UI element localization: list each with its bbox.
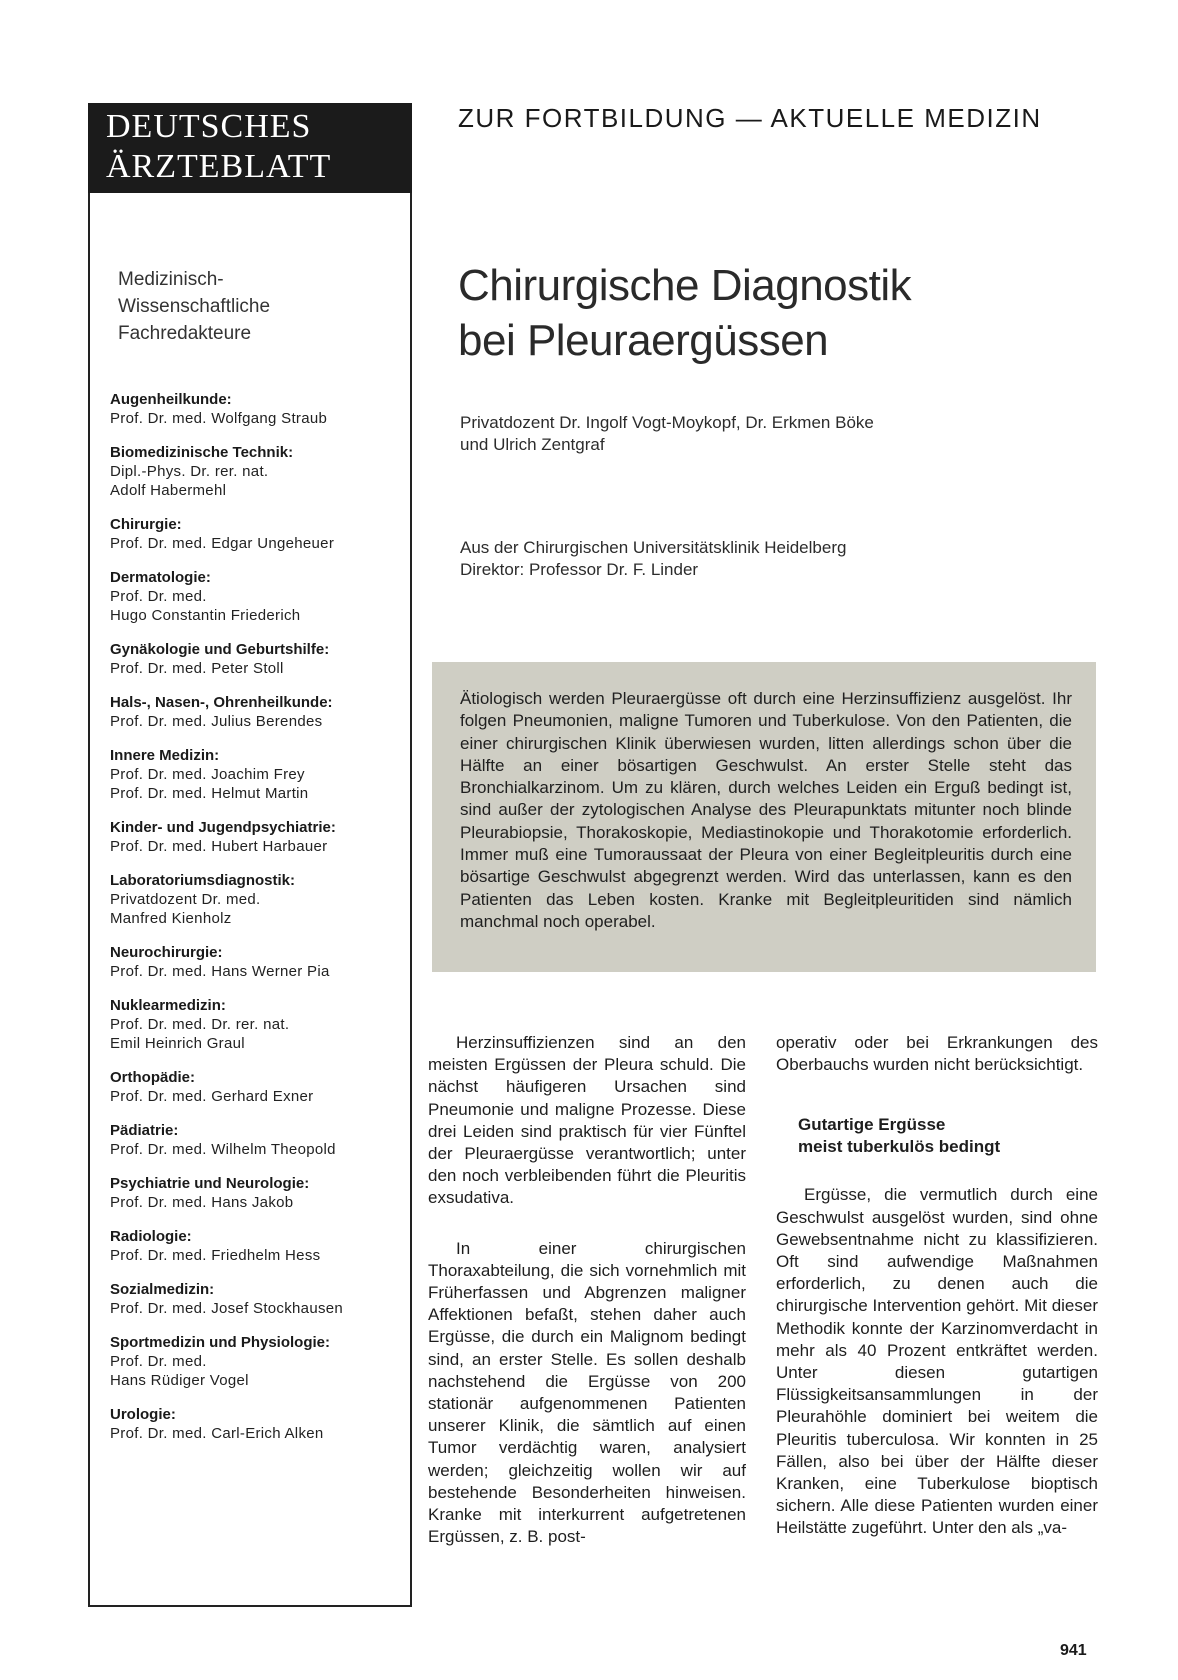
editor-entry — [110, 1121, 400, 1159]
article-authors — [460, 412, 1060, 456]
editor-name: Prof. Dr. med. Friedhelm Hess — [110, 1247, 321, 1264]
editor-name: Emil Heinrich Graul — [110, 1035, 245, 1052]
editor-entry — [110, 568, 400, 625]
editor-entry — [110, 1280, 400, 1318]
journal-masthead — [88, 103, 412, 193]
editor-name: Prof. Dr. med. Dr. rer. nat. — [110, 1016, 290, 1033]
editor-subject: Hals-, Nasen-, Ohrenheilkunde: — [110, 694, 333, 711]
article-title-line: bei Pleuraergüssen — [458, 316, 829, 365]
editor-name: Adolf Habermehl — [110, 482, 227, 499]
editor-name: Prof. Dr. med. Edgar Ungeheuer — [110, 535, 335, 552]
body-column-2 — [776, 1032, 1098, 1540]
editor-entry — [110, 1174, 400, 1212]
sidebar-heading-line: Fachredakteure — [118, 323, 252, 344]
body-paragraph: operativ oder bei Erkrankungen des Oberbauchs wurden nicht berücksichtigt. — [776, 1033, 1098, 1075]
body-paragraph: Herzinsuffizienzen sind an den meisten Ergüssen der Pleura schuld. Die nächst häufigeren Ursachen sind Pneumonie und maligne Prozesse. Diese drei Leiden sind praktisch für vier Fünftel der Pleuraergüsse verantwortlich; unter den noch verbleibenden führt die Pleuritis exsudativa. — [428, 1033, 746, 1208]
article-title-line: Chirurgische Diagnostik — [458, 261, 912, 310]
editor-name: Prof. Dr. med. — [110, 1353, 207, 1370]
editor-entry — [110, 443, 400, 500]
editor-subject: Neurochirurgie: — [110, 944, 223, 961]
editor-name: Dipl.-Phys. Dr. rer. nat. — [110, 463, 269, 480]
body-paragraph: Ergüsse, die vermutlich durch eine Geschwulst ausgelöst wurden, sind ohne Gewebsentnahme nicht zu klassifizieren. Oft sind aufwendige Maßnahmen erforderlich, zu denen auch die chirurgische Intervention gehört. Mit dieser Methodik konnte der Karzinomverdacht in mehr als 40 Prozent entkräftet werden. Unter diesen gutartigen Flüssigkeitsansammlungen in der Pleurahöhle dominiert bei weitem die Pleuritis tuberculosa. Wir konnten in 25 Fällen, also bei über der Hälfte dieser Kranken, eine Tuberkulose bioptisch sichern. Alle diese Patienten wurden einer Heilstätte zugeführt. Unter den als „va- — [776, 1185, 1098, 1538]
abstract-text: Ätiologisch werden Pleuraergüsse oft durch eine Herzinsuffizienz ausgelöst. Ihr folgen Pneumonien, maligne Tumoren und Tuberkulose. Von den Patienten, die einer chirurgischen Klinik überwiesen wurden, litten allerdings schon über die Hälfte an einer bösartigen Geschwulst. An erster Stelle steht das Bronchialkarzinom. Um zu klären, durch welches Leiden ein Erguß bedingt ist, sind außer der zytologischen Analyse des Pleurapunktats mitunter noch blinde Pleurabiopsie, Thorakoskopie, Mediastinokopie und Thorakotomie erforderlich. Immer muß eine Tumoraussaat der Pleura von einer Begleitpleuritis durch eine bösartige Geschwulst abgegrenzt werden. Wird das unterlassen, kann es den Patienten das Leben kosten. Kranke mit Begleitpleuritiden sind nämlich manchmal noch operabel. — [460, 689, 1072, 931]
editor-subject: Laboratoriumsdiagnostik: — [110, 872, 296, 889]
editor-entry — [110, 390, 400, 428]
editor-name: Prof. Dr. med. Hans Werner Pia — [110, 963, 330, 980]
editor-name: Hans Rüdiger Vogel — [110, 1372, 249, 1389]
editor-name: Prof. Dr. med. Julius Berendes — [110, 713, 323, 730]
editor-subject: Augenheilkunde: — [110, 391, 232, 408]
section-header: ZUR FORTBILDUNG — AKTUELLE MEDIZIN — [458, 103, 1042, 133]
sidebar-heading-line: Wissenschaftliche — [118, 296, 271, 317]
editor-name: Privatdozent Dr. med. — [110, 891, 261, 908]
editor-subject: Urologie: — [110, 1406, 176, 1423]
editor-name: Manfred Kienholz — [110, 910, 232, 927]
editor-entry — [110, 1333, 400, 1390]
editor-name: Prof. Dr. med. — [110, 588, 207, 605]
editor-name: Prof. Dr. med. Peter Stoll — [110, 660, 284, 677]
editor-name: Prof. Dr. med. Helmut Martin — [110, 785, 309, 802]
editor-subject: Gynäkologie und Geburtshilfe: — [110, 641, 330, 658]
editor-subject: Biomedizinische Technik: — [110, 444, 294, 461]
sidebar-heading — [118, 266, 398, 347]
editor-name: Prof. Dr. med. Wilhelm Theopold — [110, 1141, 336, 1158]
editor-name: Prof. Dr. med. Joachim Frey — [110, 766, 305, 783]
editor-subject: Kinder- und Jugendpsychiatrie: — [110, 819, 336, 836]
editor-subject: Psychiatrie und Neurologie: — [110, 1175, 310, 1192]
editor-entry — [110, 640, 400, 678]
editor-entry — [110, 996, 400, 1053]
editor-subject: Nuklearmedizin: — [110, 997, 226, 1014]
editor-entry — [110, 871, 400, 928]
editor-entry — [110, 1068, 400, 1106]
editor-entry — [110, 746, 400, 803]
authors-line: und Ulrich Zentgraf — [460, 435, 605, 454]
editor-name: Prof. Dr. med. Hans Jakob — [110, 1194, 294, 1211]
subsection-heading-line: meist tuberkulös bedingt — [798, 1137, 1001, 1157]
editor-name: Prof. Dr. med. Carl-Erich Alken — [110, 1425, 324, 1442]
institution-line: Direktor: Professor Dr. F. Linder — [460, 560, 699, 579]
editors-sidebar — [88, 103, 412, 1607]
authors-line: Privatdozent Dr. Ingolf Vogt-Moykopf, Dr. Erkmen Böke — [460, 413, 874, 432]
article-institution — [460, 537, 1060, 581]
sidebar-heading-line: Medizinisch- — [118, 269, 224, 290]
editor-entry — [110, 693, 400, 731]
editor-entry — [110, 1227, 400, 1265]
editor-subject: Pädiatrie: — [110, 1122, 179, 1139]
editor-list — [110, 390, 400, 1458]
subsection-heading — [798, 1114, 1098, 1158]
page-number: 941 — [1060, 1642, 1087, 1659]
editor-subject: Orthopädie: — [110, 1069, 195, 1086]
editor-entry — [110, 818, 400, 856]
masthead-line-2: ÄRZTEBLATT — [106, 148, 332, 185]
editor-name: Prof. Dr. med. Josef Stockhausen — [110, 1300, 344, 1317]
editor-entry — [110, 943, 400, 981]
abstract-box — [432, 662, 1096, 972]
editor-entry — [110, 515, 400, 553]
editor-name: Prof. Dr. med. Wolfgang Straub — [110, 410, 328, 427]
editor-name: Prof. Dr. med. Hubert Harbauer — [110, 838, 328, 855]
institution-line: Aus der Chirurgischen Universitätsklinik Heidelberg — [460, 538, 847, 557]
masthead-line-1: DEUTSCHES — [106, 108, 312, 145]
editor-subject: Dermatologie: — [110, 569, 211, 586]
article-title — [458, 258, 1098, 368]
editor-name: Hugo Constantin Friederich — [110, 607, 301, 624]
body-paragraph: In einer chirurgischen Thoraxabteilung, die sich vornehmlich mit Früherfassen und Abgrenzen maligner Affektionen befaßt, stehen daher auch Ergüsse, die durch ein Malignom bedingt sind, an erster Stelle. Es sollen deshalb nachstehend die Ergüsse von 200 stationär aufgenommenen Patienten unserer Klinik, die sämtlich auf einen Tumor verdächtig waren, analysiert werden; gleichzeitig wollen wir auf bestehende Besonderheiten hinweisen. Kranke mit interkurrent aufgetretenen Ergüssen, z. B. post- — [428, 1238, 746, 1547]
editor-subject: Radiologie: — [110, 1228, 192, 1245]
editor-entry — [110, 1405, 400, 1443]
editor-subject: Sozialmedizin: — [110, 1281, 215, 1298]
editor-subject: Chirurgie: — [110, 516, 182, 533]
editor-name: Prof. Dr. med. Gerhard Exner — [110, 1088, 314, 1105]
body-column-1 — [428, 1032, 746, 1548]
editor-subject: Innere Medizin: — [110, 747, 220, 764]
subsection-heading-line: Gutartige Ergüsse — [798, 1115, 946, 1135]
editor-subject: Sportmedizin und Physiologie: — [110, 1334, 331, 1351]
